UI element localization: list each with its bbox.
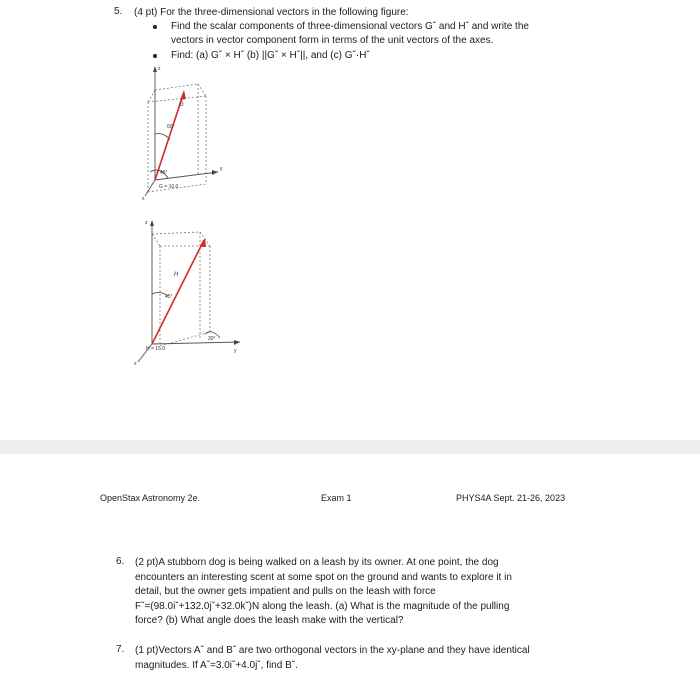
polar-angle-label: 45°: [165, 294, 173, 300]
axis-z-label: z: [145, 220, 148, 226]
header-right: PHYS4A Sept. 21-26, 2023: [456, 493, 566, 503]
q7-line-1: (1 pt)Vectors Aˇ and Bˇ are two orthogonal vectors in the xy-plane and they have identical: [135, 645, 530, 656]
bullet-icon: [153, 54, 157, 58]
bullet-1-text-continued: vectors in vector component form in terms of the unit vectors of the axes.: [171, 35, 494, 46]
azimuth-angle-label: 45°: [160, 170, 168, 176]
question-5-title: (4 pt) For the three-dimensional vectors in the following figure:: [134, 7, 409, 18]
axis-z-label: z: [158, 66, 161, 72]
axis-x-label: x: [142, 196, 145, 202]
question-6-text: [135, 556, 575, 629]
header-center: Exam 1: [321, 493, 352, 503]
question-5-bullet-1-continued: [153, 34, 573, 48]
header-left: OpenStax Astronomy 2e.: [100, 493, 201, 503]
vector-g-label: G: [179, 102, 184, 108]
question-5-bullet-2: [153, 49, 573, 63]
page-gap: [0, 440, 700, 454]
y-axis-line: [152, 342, 240, 344]
q6-line-3: detail, but the owner gets impatient and pulls on the leash with force: [135, 586, 436, 597]
magnitude-label: G = 10.0: [159, 184, 179, 190]
question-5-number: 5.: [114, 6, 123, 17]
question-6-number: 6.: [116, 556, 125, 567]
bullet-1-text: Find the scalar components of three-dimensional vectors Gˇ and Hˇ and write the: [171, 21, 529, 32]
q6-line-2: encounters an interesting scent at some spot on the ground and wants to explore it in: [135, 571, 512, 583]
bullet-2-text: Find: (a) Gˇ × Hˇ (b) ||Gˇ × Hˇ||, and (c) Gˇ·Hˇ: [171, 50, 370, 61]
bullet-icon: [153, 25, 157, 29]
magnitude-label: H = 15.0: [146, 346, 166, 352]
figure-vector-h: [130, 216, 250, 366]
x-axis-line: [145, 180, 155, 196]
vector-h-label: H: [174, 272, 179, 278]
axis-x-label: x: [134, 361, 137, 366]
question-7-text: [135, 644, 575, 673]
polar-angle-label: 60°: [167, 124, 175, 130]
question-5-bullet-1: [153, 20, 573, 34]
q7-line-2: magnitudes. If Aˇ=3.0iˇ+4.0jˇ, find Bˇ.: [135, 659, 298, 671]
axis-y-label: y: [234, 348, 237, 354]
question-7-number: 7.: [116, 644, 125, 655]
azimuth-angle-label: 30°: [208, 336, 216, 342]
figure-vector-g: [140, 62, 230, 202]
q6-line-4: Fˇ=(98.0iˇ+132.0jˇ+32.0kˇ)N along the leash. (a) What is the magnitude of the pulling: [135, 600, 510, 612]
axis-y-label: y: [220, 166, 223, 172]
page-one: [30, 0, 670, 440]
q6-line-5: force? (b) What angle does the leash make with the vertical?: [135, 615, 404, 626]
q6-line-1: (2 pt)A stubborn dog is being walked on a leash by its owner. At one point, the dog: [135, 557, 499, 568]
